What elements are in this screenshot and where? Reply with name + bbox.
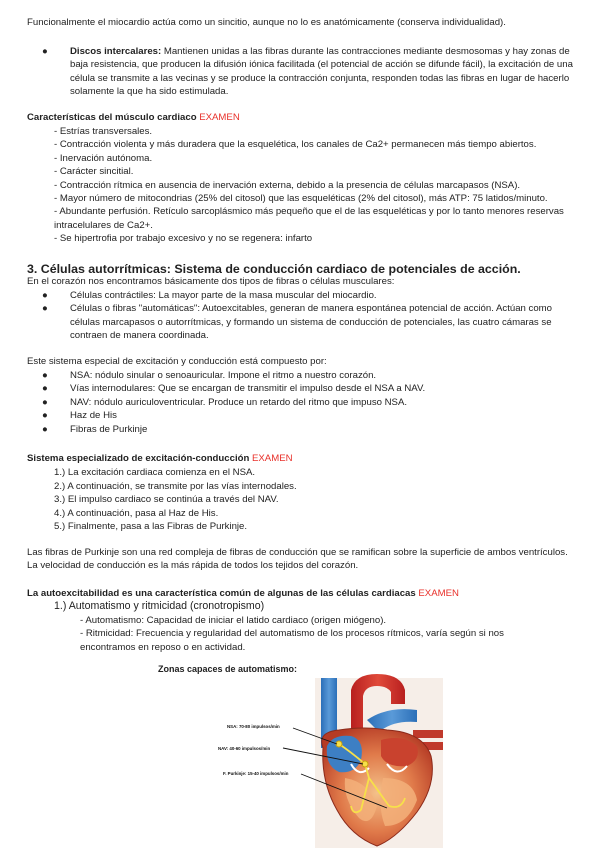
list-item — [42, 302, 560, 342]
bullet-icon: ● — [42, 46, 48, 57]
list-item: - Estrías transversales. — [54, 126, 153, 137]
bullet-icon: ● — [42, 290, 48, 301]
section3-list — [42, 289, 560, 343]
especializado-heading — [27, 452, 293, 465]
list-item-text: Células o fibras "automáticas": Autoexcitables, generan de manera espontánea potencial de acción. Actúan como células marcapasos o autorrítmicas, y formando un sistema de conducción de potenciales, las cuatro cámaras se contraen de manera coordinada. — [70, 303, 553, 342]
bullet-icon: ● — [42, 370, 48, 381]
step-item: 5.) Finalmente, pasa a las Fibras de Purkinje. — [54, 521, 248, 533]
label-nsa: NSA: 70-80 impulsos/min — [227, 724, 280, 729]
bullet-icon: ● — [42, 410, 48, 422]
section3-title: 3. Células autorrítmicas: Sistema de conducción cardiaco de potenciales de acción. — [27, 262, 521, 276]
list-item: - Se hipertrofia por trabajo excesivo y no se regenera: infarto — [54, 233, 313, 245]
list-item-text: Fibras de Purkinje — [70, 423, 148, 435]
intro-paragraph: Funcionalmente el miocardio actúa como un sincitio, aunque no lo es anatómicamente (conserva individualidad). — [27, 17, 506, 28]
discos-item — [42, 45, 575, 99]
autoexcitabilidad-heading — [27, 587, 587, 600]
list-item: - Contracción rítmica en ausencia de inervación externa, debido a la presencia de células marcapasos (NSA). — [54, 179, 521, 191]
list-item — [42, 423, 570, 436]
figure-title: Zonas capaces de automatismo: — [158, 664, 298, 674]
list-item: - Abundante perfusión. Retículo sarcoplásmico más pequeño que el de las esqueléticas y por lo tanto menores reservas intracelulares de Ca2+. — [54, 206, 564, 231]
purkinje-paragraph: Las fibras de Purkinje son una red compleja de fibras de conducción que se ramifican sobre la superficie de ambos ventrículos. La velocidad de conducción es la más rápida de todos los tejidos del corazón. — [27, 547, 568, 572]
heart-illustration — [155, 660, 455, 848]
list-item: - Carácter sincitial. — [54, 166, 134, 178]
bullet-icon: ● — [42, 383, 48, 395]
heart-figure — [155, 660, 455, 848]
right-atrium — [327, 736, 362, 773]
especializado-steps — [54, 466, 554, 534]
exam-tag: EXAMEN — [252, 453, 293, 464]
caracteristicas-heading — [27, 111, 240, 124]
list-item — [42, 369, 570, 382]
bullet-icon: ● — [42, 423, 48, 435]
especializado-heading-text: Sistema especializado de excitación-conducción — [27, 453, 252, 464]
caracteristicas-list — [54, 125, 574, 246]
label-nav: NAV: 40-60 impulsos/min — [218, 746, 271, 751]
list-item — [42, 396, 570, 409]
discos-term: Discos intercalares: — [70, 46, 162, 57]
autoexcitabilidad-heading-text: La autoexcitabilidad es una característica común de algunas de las células cardiacas — [27, 588, 419, 599]
discos-text: Mantienen unidas a las fibras durante las contracciones mediante desmosomas y hay zonas de baja resistencia, que producen la difusión iónica facilitada (el potencial de acción se difunde fácil), la excitación de una célula se transmite a las vecinas y se produce la contracción conjunta, responden todas las fibras en lugar de hacerlo solamente la que ha sido estimulada. — [70, 46, 573, 98]
sistema-list — [42, 369, 570, 436]
section3-intro: En el corazón nos encontramos básicamente dos tipos de fibras o células musculares: — [27, 276, 395, 287]
list-item-text: NSA: nódulo sinular o senoauricular. Impone el ritmo a nuestro corazón. — [70, 370, 377, 381]
step-item: 4.) A continuación, pasa al Haz de His. — [54, 507, 219, 519]
list-item: - Contracción violenta y más duradera que la esquelética, los canales de Ca2+ permanecen más tiempo abiertos. — [54, 139, 537, 151]
caracteristicas-heading-text: Características del músculo cardiaco — [27, 112, 200, 123]
list-item — [42, 382, 570, 395]
autoexcitabilidad-list — [80, 614, 540, 654]
pulmonary-vein — [413, 730, 443, 738]
exam-tag: EXAMEN — [199, 112, 240, 123]
list-item-text: NAV: nódulo auriculoventricular. Produce un retardo del ritmo que impuso NSA. — [70, 396, 408, 408]
list-item-text: Células contráctiles: La mayor parte de la masa muscular del miocardio. — [70, 290, 377, 301]
label-purkinje: F. Purkinje: 15-40 impulsos/min — [223, 771, 289, 776]
exam-tag: EXAMEN — [418, 588, 459, 599]
list-item: - Inervación autónoma. — [54, 152, 153, 164]
list-item: - Mayor número de mitocondrias (25% del citosol) que las esqueléticas (2% del citosol), más ATP: 75 latidos/minuto. — [54, 193, 548, 205]
list-item — [42, 289, 560, 302]
bullet-icon: ● — [42, 303, 48, 315]
list-item-text: Vías internodulares: Que se encargan de transmitir el impulso desde el NSA a NAV. — [70, 383, 426, 395]
step-item: 1.) La excitación cardiaca comienza en el NSA. — [54, 467, 256, 478]
step-item: 3.) El impulso cardiaco se continúa a través del NAV. — [54, 494, 279, 506]
autoexcitabilidad-subheading: 1.) Automatismo y ritmicidad (cronotropismo) — [54, 600, 265, 612]
discos-list — [42, 45, 575, 99]
list-item: - Automatismo: Capacidad de iniciar el latido cardiaco (origen miógeno). — [80, 615, 387, 626]
step-item: 2.) A continuación, se transmite por las vías internodales. — [54, 480, 297, 492]
list-item: - Ritmicidad: Frecuencia y regularidad del automatismo de los procesos rítmicos, varía según si nos encontramos en reposo o en actividad. — [80, 628, 504, 653]
list-item — [42, 409, 570, 422]
sistema-intro: Este sistema especial de excitación y conducción está compuesto por: — [27, 356, 327, 367]
list-item-text: Haz de His — [70, 410, 117, 422]
bullet-icon: ● — [42, 396, 48, 408]
